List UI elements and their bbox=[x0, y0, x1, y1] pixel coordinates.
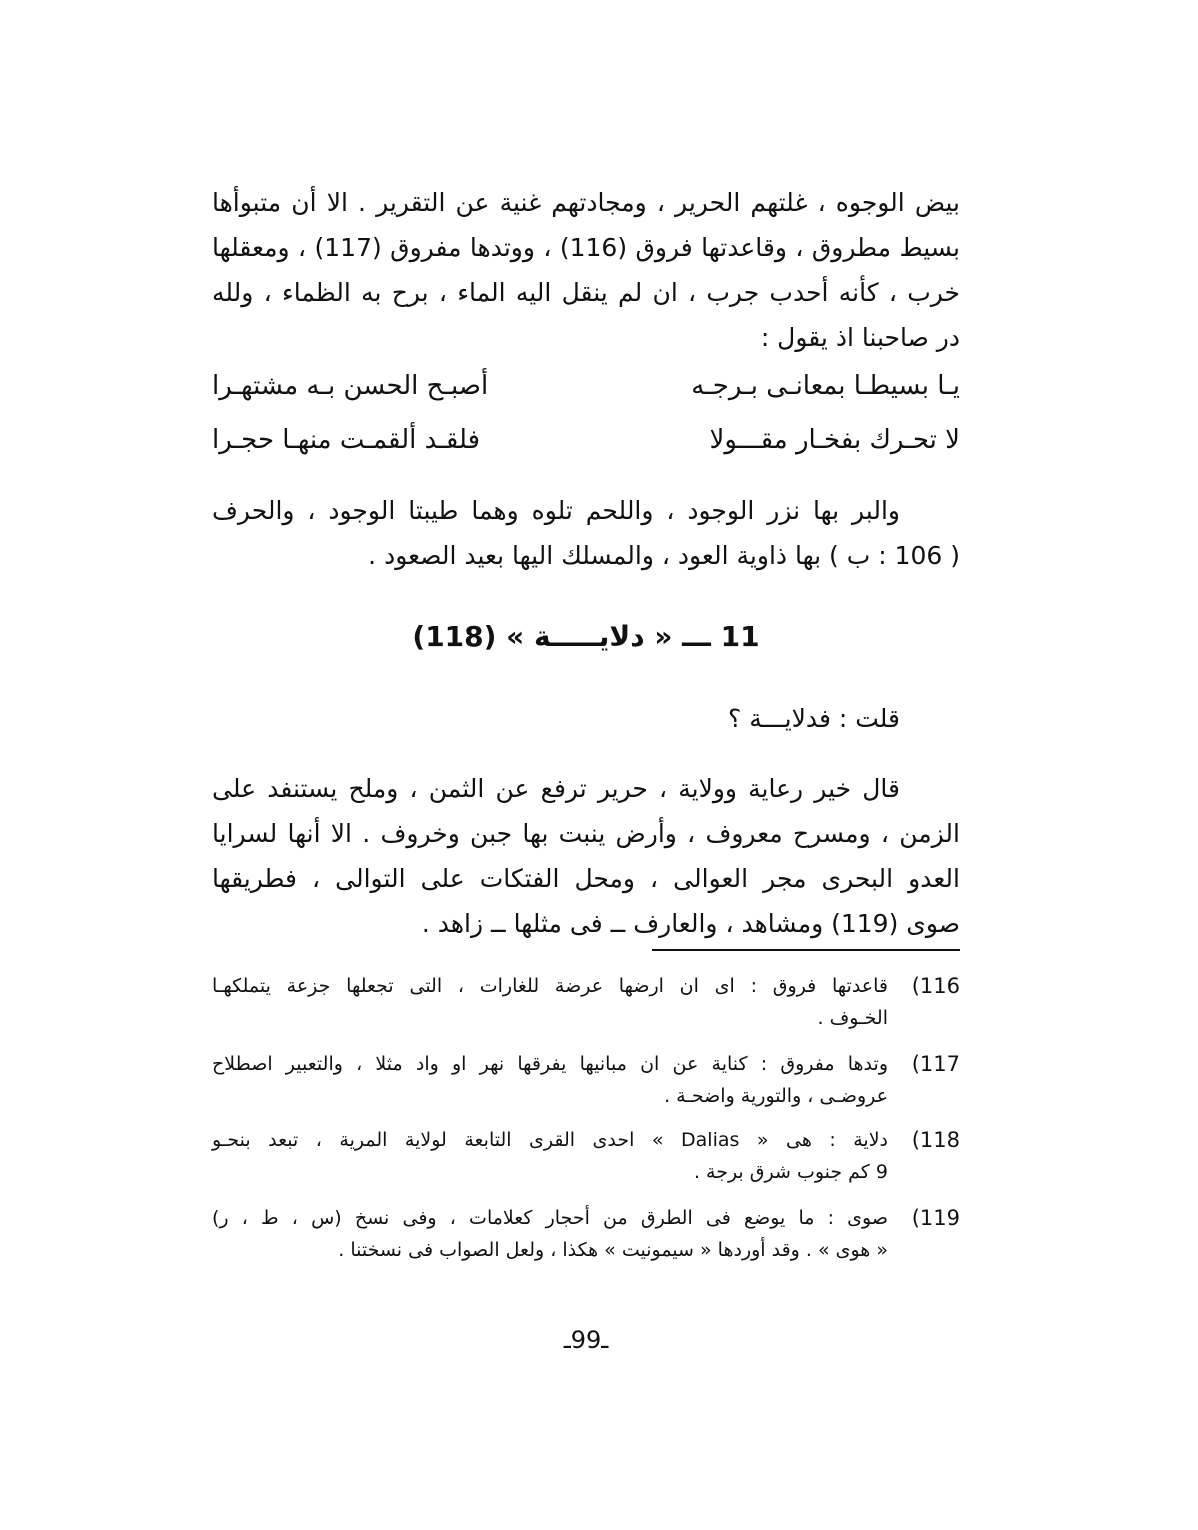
paragraph-line: بيض الوجوه ، غلتهم الحرير ، ومجادتهم غنية عن التقرير . الا أن متبوأها bbox=[212, 188, 960, 217]
footnote-line: وتدها مفروق : كناية عن ان مبانيها يفرقها نهر او واد مثلا ، والتعبير اصطلاح bbox=[212, 1053, 888, 1075]
paragraph-line: صوى (119) ومشاهد ، والعارف ــ فى مثلها ــ زاهد . bbox=[421, 909, 960, 938]
footnote-line: صوى : ما يوضع فى الطرق من أحجار كعلامات ، وفى نسخ (س ، ط ، ر) bbox=[212, 1207, 888, 1229]
footnote-separator bbox=[652, 949, 960, 951]
paragraph-line: ( 106 : ب ) بها ذاوية العود ، والمسلك اليها بعيد الصعود . bbox=[368, 541, 960, 570]
paragraph-2 bbox=[212, 488, 960, 578]
footnote-116 bbox=[212, 970, 960, 1034]
footnote-text bbox=[212, 1202, 888, 1266]
question-line: قلت : فدلايـــة ؟ bbox=[728, 704, 900, 733]
paragraph-3 bbox=[212, 766, 960, 946]
verse-line bbox=[212, 362, 960, 410]
verse-second-hemistich: فلقـد ألقمـت منهـا حجـرا bbox=[212, 425, 481, 455]
footnote-119 bbox=[212, 1202, 960, 1266]
footnote-number: 118) bbox=[911, 1128, 960, 1152]
footnote-118 bbox=[212, 1124, 960, 1188]
paragraph-line: خرب ، كأنه أحدب جرب ، ان لم ينقل اليه الماء ، برح به الظماء ، ولله bbox=[212, 278, 960, 307]
verse-line bbox=[212, 416, 960, 464]
footnote-line: قاعدتها فروق : اى ان ارضها عرضة للغارات ، التى تجعلها جزعة يتملكهـا bbox=[212, 975, 888, 997]
footnote-number: 117) bbox=[911, 1052, 960, 1076]
section-heading: 11 ـــ « دلايـــــة » (118) bbox=[412, 620, 760, 653]
footnote-text bbox=[212, 970, 888, 1034]
footnote-number: 119) bbox=[911, 1206, 960, 1230]
paragraph-line: العدو البحرى مجر العوالى ، ومحل الفتكات على التوالى ، فطريقها bbox=[212, 864, 960, 893]
paragraph-1 bbox=[212, 180, 960, 360]
footnote-line: عروضـى ، والتورية واضحـة . bbox=[664, 1085, 888, 1107]
footnote-line: « هوى » . وقد أوردها « سيمونيت » هكذا ، ولعل الصواب فى نسختنا . bbox=[338, 1239, 888, 1261]
paragraph-line: قال خير رعاية وولاية ، حرير ترفع عن الثمن ، وملح يستنفد على bbox=[212, 774, 900, 803]
footnote-text bbox=[212, 1048, 888, 1112]
footnote-text bbox=[212, 1124, 888, 1188]
paragraph-line: الزمن ، ومسرح معروف ، وأرض ينبت بها جبن وخروف . الا أنها لسرايا bbox=[212, 819, 960, 848]
paragraph-line: بسيط مطروق ، وقاعدتها فروق (116) ، ووتدها مفروق (117) ، ومعقلها bbox=[212, 233, 960, 262]
verse-first-hemistich: لا تحـرك بفخـار مقـــولا bbox=[709, 425, 960, 455]
paragraph-line: والبر بها نزر الوجود ، واللحم تلوه وهما طيبتا الوجود ، والحرف bbox=[212, 496, 900, 525]
page-number: ـ99ـ bbox=[563, 1326, 609, 1354]
footnote-line: الخـوف . bbox=[817, 1007, 888, 1029]
verse-first-hemistich: يـا بسيطـا بمعانـى بـرجـه bbox=[691, 371, 960, 401]
footnote-number: 116) bbox=[911, 974, 960, 998]
footnote-line: 9 كم جنوب شرق برجة . bbox=[693, 1161, 888, 1183]
paragraph-line: در صاحبنا اذ يقول : bbox=[760, 323, 960, 352]
footnote-117 bbox=[212, 1048, 960, 1112]
verse-second-hemistich: أصبـح الحسن بـه مشتهـرا bbox=[212, 371, 489, 401]
footnote-line: دلاية : هى « Dalias » احدى القرى التابعة لولاية المرية ، تبعد بنحـو bbox=[212, 1129, 888, 1151]
